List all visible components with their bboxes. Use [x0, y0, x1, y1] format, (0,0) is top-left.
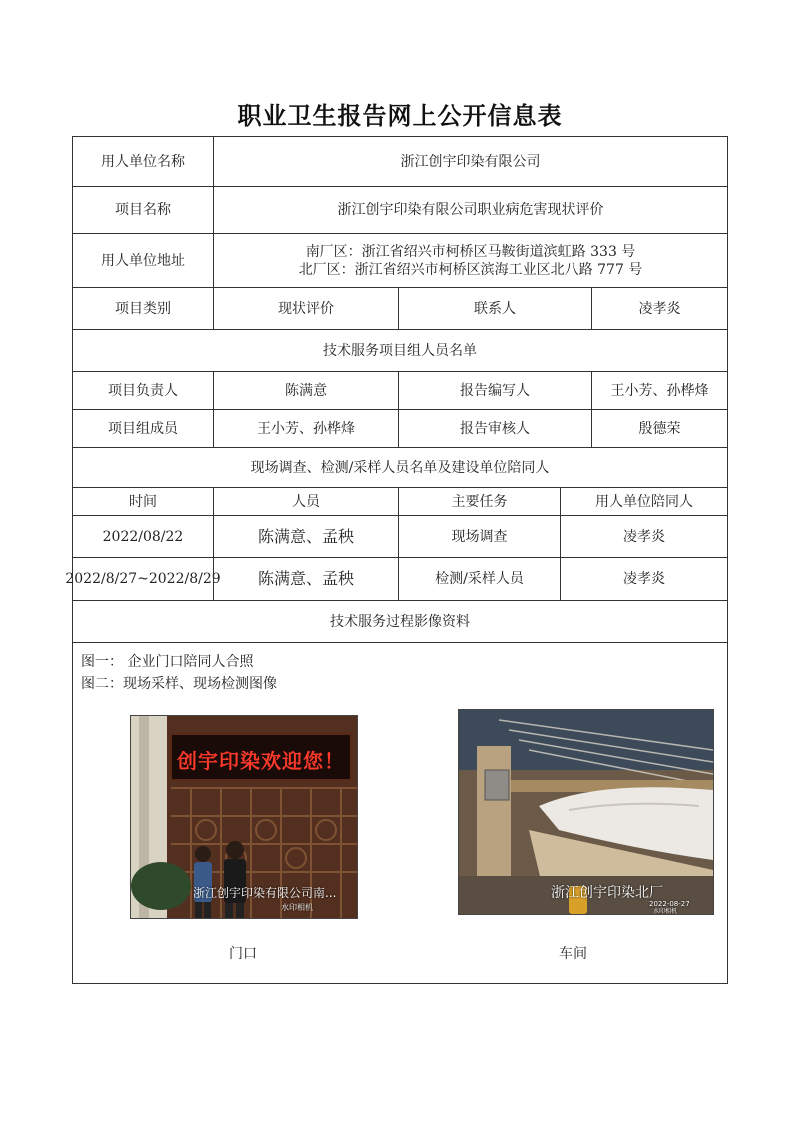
- survey-task: 现场调查: [398, 516, 560, 557]
- address-row: [73, 234, 727, 288]
- survey-header-row: [73, 448, 727, 488]
- leader-row: [73, 372, 727, 410]
- media-header-row: [73, 601, 727, 643]
- entrance-watermark: 浙江创宇印染有限公司南...: [193, 886, 337, 900]
- entrance-stamp: 水印相机: [281, 903, 313, 912]
- leader-value: 陈满意: [213, 372, 398, 409]
- col-time: 时间: [129, 493, 157, 510]
- members-row: [73, 410, 727, 448]
- project-name-label: 项目名称: [115, 202, 171, 218]
- employer-label: 用人单位名称: [101, 153, 185, 170]
- address-south: 南厂区：浙江省绍兴市柯桥区马鞍街道滨虹路 333 号: [305, 243, 636, 260]
- workshop-date: 2022-08-27: [649, 900, 690, 908]
- workshop-photo-label: 车间: [559, 946, 587, 962]
- employer-row: [73, 137, 727, 187]
- survey-header: 现场调查、检测/采样人员名单及建设单位陪同人: [250, 459, 550, 476]
- col-people: 人员: [213, 488, 398, 515]
- survey-task: 检测/采样人员: [398, 558, 560, 600]
- project-name-row: [73, 187, 727, 234]
- address-value: [213, 234, 727, 287]
- writer-value: 王小芳、孙桦烽: [591, 372, 727, 409]
- team-header-row: [73, 330, 727, 372]
- media-area: [73, 643, 727, 983]
- survey-people: 陈满意、孟秧: [213, 516, 398, 557]
- category-row: [73, 288, 727, 330]
- col-escort: 用人单位陪同人: [560, 488, 727, 515]
- address-north: 北厂区：浙江省绍兴市柯桥区滨海工业区北八路 777 号: [298, 261, 643, 278]
- contact-value: 凌孝炎: [591, 288, 727, 329]
- entrance-photo: [130, 715, 358, 919]
- category-value: 现状评价: [213, 288, 398, 329]
- contact-label: 联系人: [398, 288, 591, 329]
- info-table: [65, 136, 728, 984]
- project-name-value: 浙江创宇印染有限公司职业病危害现状评价: [213, 187, 727, 233]
- survey-escort: 凌孝炎: [560, 558, 727, 600]
- members-value: 王小芳、孙桦烽: [213, 410, 398, 447]
- address-label: 用人单位地址: [101, 252, 185, 269]
- category-label: 项目类别: [115, 300, 171, 317]
- reviewer-label: 报告审核人: [398, 410, 591, 447]
- table-row: [73, 516, 727, 558]
- page-title: 职业卫生报告网上公开信息表: [237, 102, 563, 130]
- workshop-watermark: 浙江创宇印染北厂: [551, 885, 663, 901]
- table-row: [65, 558, 727, 601]
- col-task: 主要任务: [398, 488, 560, 515]
- entrance-banner-text: 创宇印染欢迎您！: [177, 749, 345, 773]
- workshop-photo: [458, 709, 714, 915]
- team-header: 技术服务项目组人员名单: [323, 342, 477, 359]
- employer-value: 浙江创宇印染有限公司: [213, 137, 727, 186]
- survey-time: 2022/8/27~2022/8/29: [65, 571, 221, 587]
- survey-cols-row: [73, 488, 727, 516]
- figure-2-caption: 图二：现场采样、现场检测图像: [81, 676, 277, 692]
- writer-label: 报告编写人: [398, 372, 591, 409]
- members-label: 项目组成员: [108, 420, 178, 437]
- survey-time: 2022/08/22: [102, 528, 184, 545]
- survey-escort: 凌孝炎: [560, 516, 727, 557]
- survey-people: 陈满意、孟秧: [213, 558, 398, 600]
- leader-label: 项目负责人: [108, 382, 178, 399]
- reviewer-value: 殷德荣: [591, 410, 727, 447]
- media-header: 技术服务过程影像资料: [330, 613, 470, 630]
- entrance-photo-label: 门口: [229, 946, 257, 962]
- figure-1-caption: 图一： 企业门口陪同人合照: [81, 654, 254, 670]
- workshop-stamp: 水印相机: [653, 908, 678, 915]
